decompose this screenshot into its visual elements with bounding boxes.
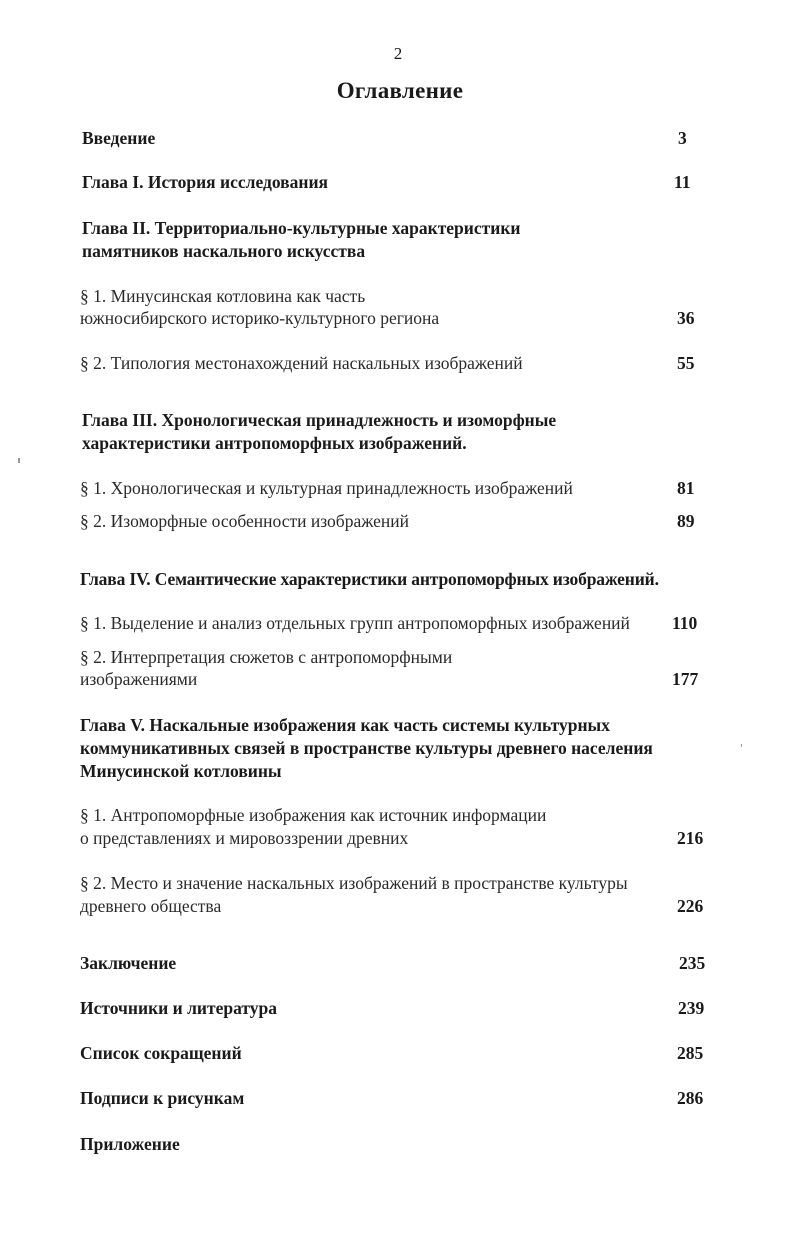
toc-entry-ch1-page: 11 [674,172,691,192]
toc-entry-ch4-s1-label: § 1. Выделение и анализ отдельных групп антропоморфных изображений [80,613,630,633]
toc-entry-ch4-s2-line2: изображениями [80,669,198,689]
toc-entry-captions-label: Подписи к рисункам [80,1088,245,1108]
toc-entry-captions-page: 286 [677,1088,704,1108]
toc-entry-ch5-s1-line1: § 1. Антропоморфные изображения как источник информации [80,805,547,825]
toc-entry-ch4-s2-page: 177 [672,669,699,689]
toc-entry-ch2-s2-label: § 2. Типология местонахождений наскальных изображений [80,353,523,373]
toc-entry-ch3-s1-page: 81 [677,478,695,498]
toc-entry-intro-label: Введение [82,128,156,148]
toc-entry-intro-page: 3 [678,128,687,148]
toc-entry-ch5-s1-line2: о представлениях и мировоззрении древних [80,828,409,848]
toc-entry-ch3-s2-label: § 2. Изоморфные особенности изображений [80,511,409,531]
toc-entry-ch3-s1-label: § 1. Хронологическая и культурная принадлежность изображений [80,478,573,498]
toc-entry-ch2-s1-line1: § 1. Минусинская котловина как часть [80,286,366,306]
toc-entry-ch2-line2: памятников наскального искусства [82,241,366,261]
toc-entry-ch5-s2-line1: § 2. Место и значение наскальных изображений в пространстве культуры [80,873,628,893]
toc-entry-ch3-line2: характеристики антропоморфных изображений. [82,433,467,453]
page-number: 2 [393,44,403,63]
toc-entry-ch1-label: Глава I. История исследования [82,172,328,192]
toc-entry-ch5-line1: Глава V. Наскальные изображения как часть системы культурных [80,715,610,735]
toc-entry-appendix-label: Приложение [80,1134,180,1154]
toc-entry-abbreviations-page: 285 [677,1043,704,1063]
toc-entry-ch5-s2-line2: древнего общества [80,896,222,916]
toc-entry-ch5-s2-page: 226 [677,896,704,916]
toc-entry-ch3-s2-page: 89 [677,511,695,531]
toc-entry-ch2-s2-page: 55 [677,353,695,373]
toc-entry-ch2-s1-page: 36 [677,308,695,328]
toc-entry-ch4-label: Глава IV. Семантические характеристики антропоморфных изображений. [80,569,659,589]
toc-entry-conclusion-page: 235 [679,953,706,973]
toc-entry-ch3-line1: Глава III. Хронологическая принадлежность и изоморфные [82,410,557,430]
page-title: Оглавление [336,78,464,103]
toc-entry-abbreviations-label: Список сокращений [80,1043,242,1063]
scan-speck [18,458,20,463]
toc-entry-ch5-line2: коммуникативных связей в пространстве культуры древнего населения [80,738,653,758]
toc-entry-conclusion-label: Заключение [80,953,177,973]
toc-entry-sources-label: Источники и литература [80,998,277,1018]
toc-entry-ch2-line1: Глава II. Территориально-культурные характеристики [82,218,521,238]
scan-speck [741,744,742,747]
toc-entry-ch4-s2-line1: § 2. Интерпретация сюжетов с антропоморфными [80,647,453,667]
toc-entry-sources-page: 239 [678,998,705,1018]
toc-entry-ch5-s1-page: 216 [677,828,704,848]
toc-entry-ch5-line3: Минусинской котловины [80,761,282,781]
toc-entry-ch2-s1-line2: южносибирского историко-культурного региона [80,308,440,328]
toc-entry-ch4-s1-page: 110 [672,613,698,633]
